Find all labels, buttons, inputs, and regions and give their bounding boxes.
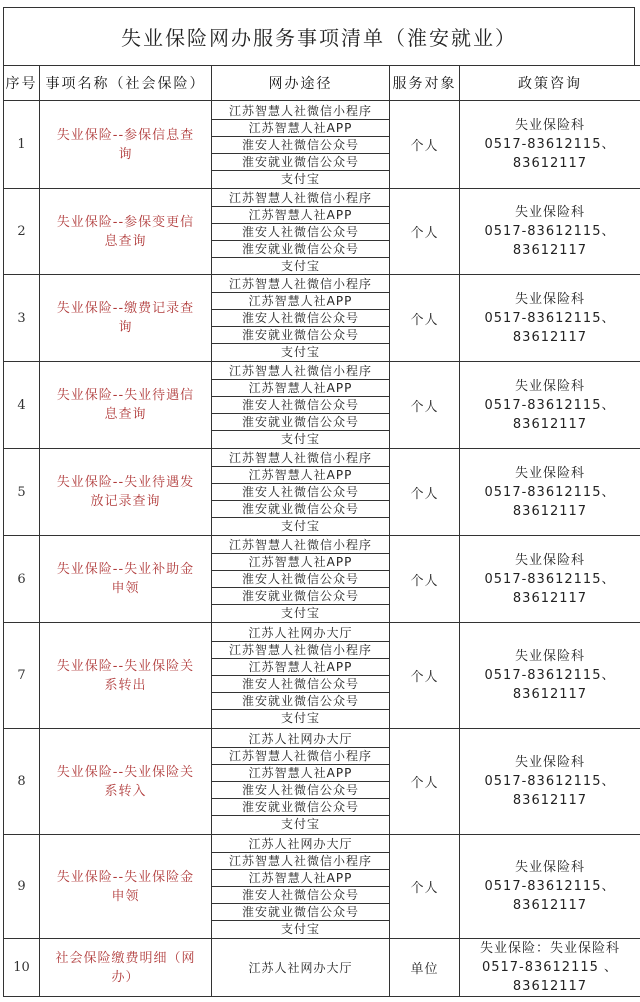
- table-row: [4, 275, 640, 362]
- consult-cell: [460, 189, 640, 275]
- channel-item: 支付宝: [280, 432, 320, 446]
- channel-item: 淮安人社微信公众号: [212, 224, 389, 241]
- table-row: [4, 362, 640, 449]
- item-name-cell: [40, 189, 212, 275]
- row-number: 7: [4, 623, 40, 729]
- item-name-cell: [40, 275, 212, 362]
- channels-cell: [212, 275, 390, 362]
- consult-cell: [460, 275, 640, 362]
- channel-item: 支付宝: [280, 171, 320, 186]
- consult-line: 失业保险科: [514, 378, 585, 394]
- channel-item: 江苏人社网办大厅: [212, 625, 389, 642]
- service-target: 单位: [390, 939, 460, 997]
- consult-line: 0517-83612115、: [484, 774, 616, 789]
- consult-cell: [460, 536, 640, 623]
- channel-item: 江苏智慧人社APP: [212, 765, 389, 782]
- row-number: 3: [4, 275, 40, 362]
- consult-cell: [460, 362, 640, 449]
- channel-item: 江苏人社网办大厅: [212, 836, 389, 853]
- consult-line: 83612117: [512, 898, 588, 913]
- channel-item: 江苏智慧人社APP: [212, 293, 389, 310]
- channels-cell: [212, 536, 390, 623]
- channel-item: 支付宝: [280, 258, 320, 273]
- header-no: 序号: [4, 66, 40, 101]
- service-table: [3, 65, 640, 997]
- table-row: [4, 536, 640, 623]
- channels-cell: [212, 101, 390, 189]
- channel-item: 江苏智慧人社微信小程序: [212, 103, 389, 120]
- channel-item: 淮安就业微信公众号: [212, 414, 389, 431]
- item-name-cell: [40, 449, 212, 536]
- consult-line: 0517-83612115、: [484, 484, 616, 500]
- row-number: 1: [4, 101, 40, 189]
- table-row: [4, 939, 640, 997]
- consult-cell: [460, 449, 640, 536]
- item-name-cell: [40, 101, 212, 189]
- channel-item: 支付宝: [280, 606, 320, 620]
- channels-cell: [212, 189, 390, 275]
- consult-line: 失业保险科: [514, 552, 585, 568]
- consult-line: 0517-83612115、: [484, 668, 616, 683]
- consult-line: 83612117: [512, 793, 588, 808]
- item-name: 失业保险--参保变更信息查询: [56, 214, 195, 249]
- consult-line: 0517-83612115、: [484, 879, 616, 894]
- service-target: 个人: [390, 835, 460, 939]
- row-number: 6: [4, 536, 40, 623]
- channel-item: 淮安人社微信公众号: [212, 571, 389, 588]
- channel-item: 支付宝: [280, 922, 320, 936]
- channel-item: 江苏智慧人社APP: [212, 207, 389, 224]
- service-target: 个人: [390, 101, 460, 189]
- channel-item: 江苏智慧人社APP: [212, 554, 389, 571]
- consult-line: 0517-83612115、: [484, 137, 616, 152]
- consult-line: 0517-83612115、: [484, 310, 616, 326]
- service-target: 个人: [390, 623, 460, 729]
- channel-item: 江苏智慧人社微信小程序: [212, 190, 389, 207]
- item-name: 失业保险--缴费记录查询: [56, 301, 195, 335]
- table-header-row: [4, 66, 640, 101]
- channel-item: 淮安就业微信公众号: [212, 501, 389, 518]
- table-row: [4, 623, 640, 729]
- consult-line: 83612117: [512, 687, 588, 702]
- item-name: 失业保险--失业保险关系转出: [56, 658, 195, 693]
- channels-cell: [212, 729, 390, 835]
- channels-cell: [212, 623, 390, 729]
- channel-item: 江苏智慧人社微信小程序: [212, 642, 389, 659]
- channel-item: 支付宝: [280, 817, 320, 831]
- channel-item: 江苏智慧人社微信小程序: [212, 853, 389, 870]
- channel-item: 淮安就业微信公众号: [212, 327, 389, 344]
- item-name: 失业保险--失业待遇发放记录查询: [56, 475, 195, 509]
- table-row: [4, 101, 640, 189]
- channel-item: 淮安就业微信公众号: [212, 904, 389, 921]
- consult-line: 失业保险：失业保险科: [479, 941, 620, 956]
- consult-line: 失业保险科: [514, 291, 585, 307]
- channel-item: 江苏智慧人社APP: [212, 380, 389, 397]
- consult-line: 83612117: [512, 590, 588, 606]
- table-row: [4, 729, 640, 835]
- channel-item: 支付宝: [280, 519, 320, 533]
- consult-cell: [460, 939, 640, 997]
- consult-cell: [460, 623, 640, 729]
- channel-item: 淮安人社微信公众号: [212, 887, 389, 904]
- header-name: 事项名称（社会保险）: [40, 66, 212, 101]
- channels-cell: [212, 449, 390, 536]
- header-consult: 政策咨询: [460, 66, 640, 101]
- row-number: 10: [4, 939, 40, 997]
- channels-cell: [212, 362, 390, 449]
- channel-item: 江苏智慧人社微信小程序: [212, 748, 389, 765]
- table-row: [4, 189, 640, 275]
- channel-item: 江苏智慧人社APP: [212, 870, 389, 887]
- channel-item: 江苏智慧人社APP: [212, 120, 389, 137]
- channel-item: 江苏人社网办大厅: [248, 961, 353, 975]
- consult-cell: [460, 835, 640, 939]
- header-channels: 网办途径: [212, 66, 390, 101]
- item-name: 失业保险--参保信息查询: [56, 127, 195, 162]
- consult-line: 83612117: [512, 329, 588, 345]
- service-target: 个人: [390, 275, 460, 362]
- channel-item: 淮安人社微信公众号: [212, 137, 389, 154]
- consult-line: 0517-83612115 、: [481, 960, 619, 975]
- row-number: 5: [4, 449, 40, 536]
- row-number: 8: [4, 729, 40, 835]
- consult-line: 83612117: [512, 503, 588, 519]
- item-name: 失业保险--失业待遇信息查询: [56, 388, 195, 422]
- service-target: 个人: [390, 449, 460, 536]
- consult-line: 失业保险科: [514, 118, 585, 133]
- consult-line: 失业保险科: [514, 860, 585, 875]
- item-name: 社会保险缴费明细（网办）: [55, 950, 196, 985]
- service-list-sheet: [3, 7, 635, 997]
- consult-line: 失业保险科: [514, 649, 585, 664]
- consult-line: 83612117: [512, 243, 588, 258]
- channel-item: 淮安就业微信公众号: [212, 588, 389, 605]
- channel-item: 淮安人社微信公众号: [212, 484, 389, 501]
- consult-line: 0517-83612115、: [484, 571, 616, 587]
- item-name-cell: [40, 536, 212, 623]
- service-target: 个人: [390, 536, 460, 623]
- row-number: 9: [4, 835, 40, 939]
- channel-item: 淮安就业微信公众号: [212, 799, 389, 816]
- service-target: 个人: [390, 362, 460, 449]
- consult-line: 失业保险科: [514, 205, 585, 220]
- channel-item: 江苏智慧人社微信小程序: [212, 276, 389, 293]
- channel-item: 江苏智慧人社微信小程序: [212, 537, 389, 554]
- header-target: 服务对象: [390, 66, 460, 101]
- consult-line: 83612117: [512, 979, 588, 994]
- item-name: 失业保险--失业补助金申领: [56, 562, 195, 596]
- table-row: [4, 449, 640, 536]
- channel-item: 江苏智慧人社APP: [212, 467, 389, 484]
- page-title: 失业保险网办服务事项清单（淮安就业）: [3, 7, 635, 65]
- item-name-cell: [40, 623, 212, 729]
- channel-item: 支付宝: [280, 345, 320, 359]
- consult-line: 失业保险科: [514, 465, 585, 481]
- service-target: 个人: [390, 729, 460, 835]
- channel-item: 江苏人社网办大厅: [212, 731, 389, 748]
- channel-item: 支付宝: [280, 711, 320, 725]
- consult-cell: [460, 729, 640, 835]
- channels-cell: [212, 835, 390, 939]
- consult-line: 83612117: [512, 156, 588, 171]
- channel-item: 淮安就业微信公众号: [212, 241, 389, 258]
- channel-item: 江苏智慧人社微信小程序: [212, 450, 389, 467]
- channel-item: 江苏智慧人社微信小程序: [212, 363, 389, 380]
- table-row: [4, 835, 640, 939]
- channel-item: 淮安人社微信公众号: [212, 676, 389, 693]
- consult-cell: [460, 101, 640, 189]
- channel-item: 淮安就业微信公众号: [212, 154, 389, 171]
- channel-item: 淮安人社微信公众号: [212, 397, 389, 414]
- item-name-cell: [40, 835, 212, 939]
- item-name: 失业保险--失业保险关系转入: [56, 764, 195, 799]
- channel-item: 淮安就业微信公众号: [212, 693, 389, 710]
- consult-line: 0517-83612115、: [484, 224, 616, 239]
- channel-item: 淮安人社微信公众号: [212, 310, 389, 327]
- consult-line: 0517-83612115、: [484, 397, 616, 413]
- channel-item: 江苏智慧人社APP: [212, 659, 389, 676]
- channels-cell: [212, 939, 390, 997]
- item-name-cell: [40, 939, 212, 997]
- consult-line: 失业保险科: [514, 755, 585, 770]
- item-name-cell: [40, 729, 212, 835]
- item-name: 失业保险--失业保险金申领: [56, 869, 195, 904]
- channel-item: 淮安人社微信公众号: [212, 782, 389, 799]
- row-number: 2: [4, 189, 40, 275]
- row-number: 4: [4, 362, 40, 449]
- consult-line: 83612117: [512, 416, 588, 432]
- service-target: 个人: [390, 189, 460, 275]
- item-name-cell: [40, 362, 212, 449]
